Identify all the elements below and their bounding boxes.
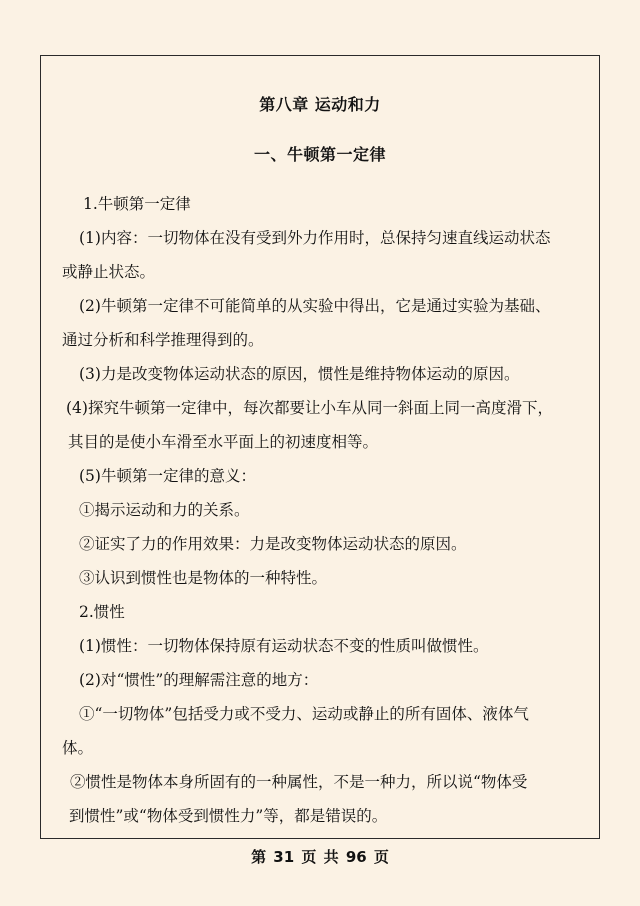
- paragraph-line: (1)内容：一切物体在没有受到外力作用时，总保持匀速直线运动状态: [79, 229, 551, 247]
- paragraph-line: 通过分析和科学推理得到的。: [62, 331, 264, 349]
- paragraph-line: (4)探究牛顿第一定律中，每次都要让小车从同一斜面上同一高度滑下，: [66, 399, 553, 417]
- list-item: ②证实了力的作用效果：力是改变物体运动状态的原因。: [79, 535, 467, 553]
- list-item: ①“一切物体”包括受力或不受力、运动或静止的所有固体、液体气: [79, 705, 529, 723]
- subheading-newton-first-law: 1.牛顿第一定律: [83, 195, 191, 213]
- paragraph-line: (5)牛顿第一定律的意义：: [79, 467, 256, 485]
- paragraph-line: (2)对“惯性”的理解需注意的地方：: [79, 671, 319, 689]
- paragraph-line: 体。: [62, 739, 94, 757]
- list-item: ③认识到惯性也是物体的一种特性。: [79, 569, 328, 587]
- paragraph-line: 到惯性”或“物体受到惯性力”等，都是错误的。: [69, 807, 388, 825]
- list-item: ②惯性是物体本身所固有的一种属性，不是一种力，所以说“物体受: [70, 773, 528, 791]
- paragraph-line: 其目的是使小车滑至水平面上的初速度相等。: [68, 433, 379, 451]
- paragraph-line: 或静止状态。: [62, 263, 156, 281]
- subheading-inertia: 2.惯性: [79, 603, 125, 621]
- paragraph-line: (3)力是改变物体运动状态的原因，惯性是维持物体运动的原因。: [79, 365, 520, 383]
- section-title: 一、牛顿第一定律: [253, 145, 386, 164]
- chapter-title: 第八章 运动和力: [259, 95, 381, 114]
- list-item: ①揭示运动和力的关系。: [79, 501, 250, 519]
- page-number: 第 31 页 共 96 页: [251, 848, 389, 866]
- paragraph-line: (2)牛顿第一定律不可能简单的从实验中得出，它是通过实验为基础、: [79, 297, 551, 315]
- paragraph-line: (1)惯性：一切物体保持原有运动状态不变的性质叫做惯性。: [79, 637, 489, 655]
